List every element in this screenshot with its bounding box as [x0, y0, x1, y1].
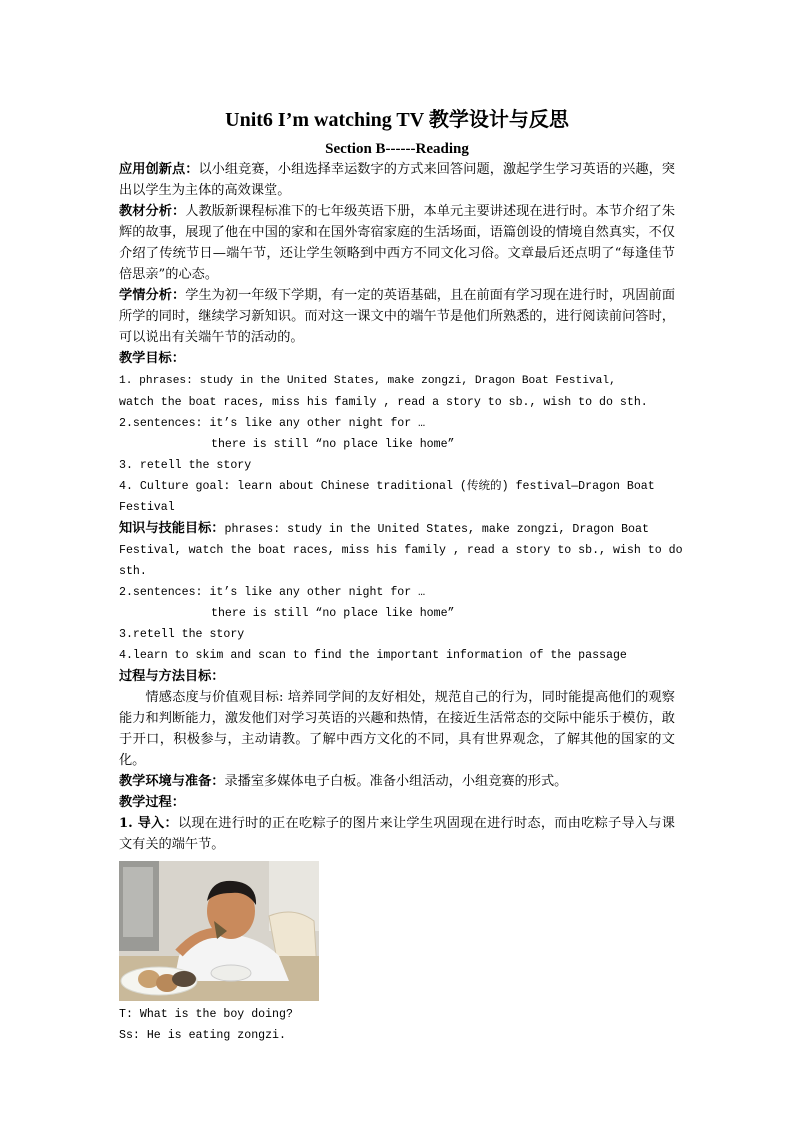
emotion-attitude-paragraph: 情感态度与价值观目标: 培养同学间的友好相处，规范自己的行为，同时能提高他们的观察能力和判断能力，激发他们对学习英语的兴趣和热情，在接近生活常态的交际中能乐于模仿，敢于开口，积极参与，主动请教。了解中西方文化的不同，具有世界观念，了解其他的国家的文化。	[119, 690, 675, 768]
environment-paragraph	[119, 771, 675, 792]
dialog-students-line: Ss: He is eating zongzi.	[119, 1029, 286, 1042]
teaching-goals-label: 教学目标：	[119, 351, 185, 366]
boy-eating-zongzi-photo	[119, 861, 319, 1001]
document-title: Unit6 I’m watching TV 教学设计与反思	[225, 109, 569, 131]
lead-in-text: 以现在进行时的正在吃粽子的图片来让学生巩固现在进行时态，而由吃粽子导入与课文有关的端午节。	[119, 816, 675, 852]
knowledge-skills-line-6: 3.retell the story	[119, 628, 245, 641]
environment-label: 教学环境与准备：	[119, 774, 225, 789]
student-analysis-text: 学生为初一年级下学期，有一定的英语基础，且在前面有学习现在进行时，巩固前面所学的同时，继续学习新知识。而对这一课文中的端午节是他们所熟悉的，进行阅读前问答时，可以说出有关端午节的活动的。	[119, 288, 676, 345]
teaching-goals-section	[119, 348, 675, 518]
teaching-goals-line-5: 3. retell the story	[119, 459, 252, 472]
student-analysis-paragraph	[119, 285, 675, 348]
textbook-analysis-paragraph	[119, 201, 675, 285]
teaching-goals-line-1: 教学目标：1. phrases: study in the United States, make zongzi, Dragon Boat Festival,	[119, 351, 616, 387]
section-subtitle: Section B------Reading	[325, 141, 469, 157]
innovation-paragraph	[119, 159, 675, 201]
knowledge-skills-line-1: 知识与技能目标：phrases: study in the United States, make zongzi, Dragon Boat	[119, 521, 649, 536]
teaching-goals-line-4: there is still “no place like home”	[211, 438, 455, 451]
knowledge-skills-line-2: Festival, watch the boat races, miss his family , read a story to sb., wish to do	[119, 544, 683, 557]
knowledge-skills-line-7: 4.learn to skim and scan to find the important information of the passage	[119, 649, 627, 662]
lead-in-label: 1. 导入：	[119, 816, 178, 831]
teaching-process-heading: 教学过程：	[119, 795, 185, 810]
textbook-analysis-text: 人教版新课程标准下的七年级英语下册，本单元主要讲述现在进行时。本节介绍了朱辉的故事，展现了他在中国的家和在国外寄宿家庭的生活场面，语篇创设的情境自然真实，不仅介绍了传统节日—端午节，还让学生领略到中西方不同文化习俗。文章最后还点明了“每逢佳节倍思亲”的心态。	[119, 204, 676, 282]
student-analysis-label: 学情分析：	[119, 288, 186, 303]
knowledge-skills-line-4: 2.sentences: it’s like any other night for …	[119, 586, 426, 599]
knowledge-skills-section	[119, 518, 683, 666]
dialog-teacher-line: T: What is the boy doing?	[119, 1008, 293, 1021]
teaching-goals-line-2: watch the boat races, miss his family , read a story to sb., wish to do sth.	[119, 396, 648, 409]
teaching-goals-line-3: 2.sentences: it’s like any other night for …	[119, 417, 426, 430]
knowledge-skills-label: 知识与技能目标：	[119, 521, 225, 536]
environment-text: 录播室多媒体电子白板。准备小组活动，小组竞赛的形式。	[224, 774, 568, 789]
process-method-heading: 过程与方法目标：	[119, 669, 225, 684]
textbook-analysis-label: 教材分析：	[119, 204, 186, 219]
knowledge-skills-line-5: there is still “no place like home”	[211, 607, 455, 620]
document-page	[119, 100, 683, 1046]
teaching-goals-line-6: 4. Culture goal: learn about Chinese traditional (传统的) festival—Dragon Boat	[119, 480, 655, 493]
innovation-text: 以小组竞赛，小组选择幸运数字的方式来回答问题，激起学生学习英语的兴趣，突出以学生为主体的高效课堂。	[119, 162, 675, 198]
lead-in-paragraph	[119, 813, 675, 855]
knowledge-skills-line-3: sth.	[119, 565, 147, 578]
teaching-goals-line-7: Festival	[119, 501, 175, 514]
innovation-label: 应用创新点：	[119, 162, 199, 177]
